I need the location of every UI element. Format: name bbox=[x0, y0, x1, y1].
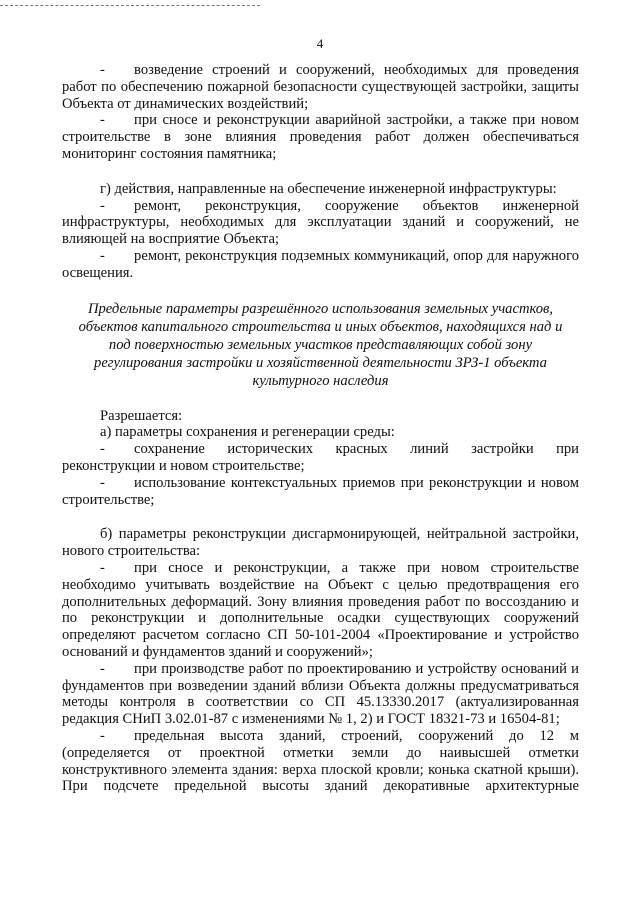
document-body bbox=[62, 62, 579, 795]
paragraph-7: а) параметры сохранения и регенерации среды: bbox=[100, 424, 395, 441]
paragraph-13: - предельная высота зданий, строений, сооружений до 12 м (определяется от проектной отметки земли до наивысшей отметки конструктивного элемента здания: верха плоской кровли; конька скатной крыши). При подсчете предельной высоты зданий декоративные архитектурные bbox=[62, 727, 579, 795]
paragraph-4: - ремонт, реконструкция, сооружение объектов инженерной инфраструктуры, необходимых для эксплуатации зданий и сооружений, не влияющей на восприятие Объекта; bbox=[62, 197, 579, 248]
paragraph-8: - сохранение исторических красных линий застройки при реконструкции и новом строительстве; bbox=[62, 441, 579, 474]
paragraph-5: - ремонт, реконструкция подземных коммуникаций, опор для наружного освещения. bbox=[62, 247, 579, 281]
paragraph-11: - при сносе и реконструкции, а также при новом строительстве необходимо учитывать воздействие на Объект с целью предотвращения его дополнительных деформаций. Зону влияния проведения работ по воссозданию и по реконструкции и дополнительные осадки существующих сооружений определяют расчетом согласно СП 50-101-2004 «Проектирование и устройство оснований и фундаментов зданий и сооружений»; bbox=[62, 559, 579, 660]
paragraph-1: - возведение строений и сооружений, необходимых для проведения работ по обеспечению пожарной безопасности существующей застройки, защиты Объекта от динамических воздействий; bbox=[62, 62, 579, 112]
paragraph-2: - при сносе и реконструкции аварийной застройки, а также при новом строительстве в зоне влияния проведения работ должен обеспечиваться мониторинг состояния памятника; bbox=[62, 112, 579, 162]
paragraph-9: - использование контекстуальных приемов при реконструкции и новом строительстве; bbox=[62, 474, 579, 508]
paragraph-12: - при производстве работ по проектированию и устройству оснований и фундаментов при возведении зданий вблизи Объекта должны предусматриваться методы контроля в соответствии со СП 45.13330.2017 (актуализированная редакция СНиП 3.02.01-87 с изменениями № 1, 2) и ГОСТ 18321-73 и 16504-81; bbox=[62, 660, 579, 728]
paragraph-3: г) действия, направленные на обеспечение инженерной инфраструктуры: bbox=[100, 180, 557, 197]
scan-edge-line bbox=[0, 5, 260, 7]
page-number: 4 bbox=[316, 36, 324, 51]
paragraph-10: б) параметры реконструкции дисгармонирующей, нейтральной застройки, нового строительства: bbox=[62, 526, 579, 560]
section-heading: Предельные параметры разрешённого использования земельных участков, объектов капитального строительства и иных объектов, находящихся над и под поверхностью земельных участков представляющих собой зону регулирования застройки и хозяйственной деятельности ЗРЗ-1 объекта культурного наследия bbox=[78, 300, 563, 389]
paragraph-6: Разрешается: bbox=[100, 407, 183, 424]
